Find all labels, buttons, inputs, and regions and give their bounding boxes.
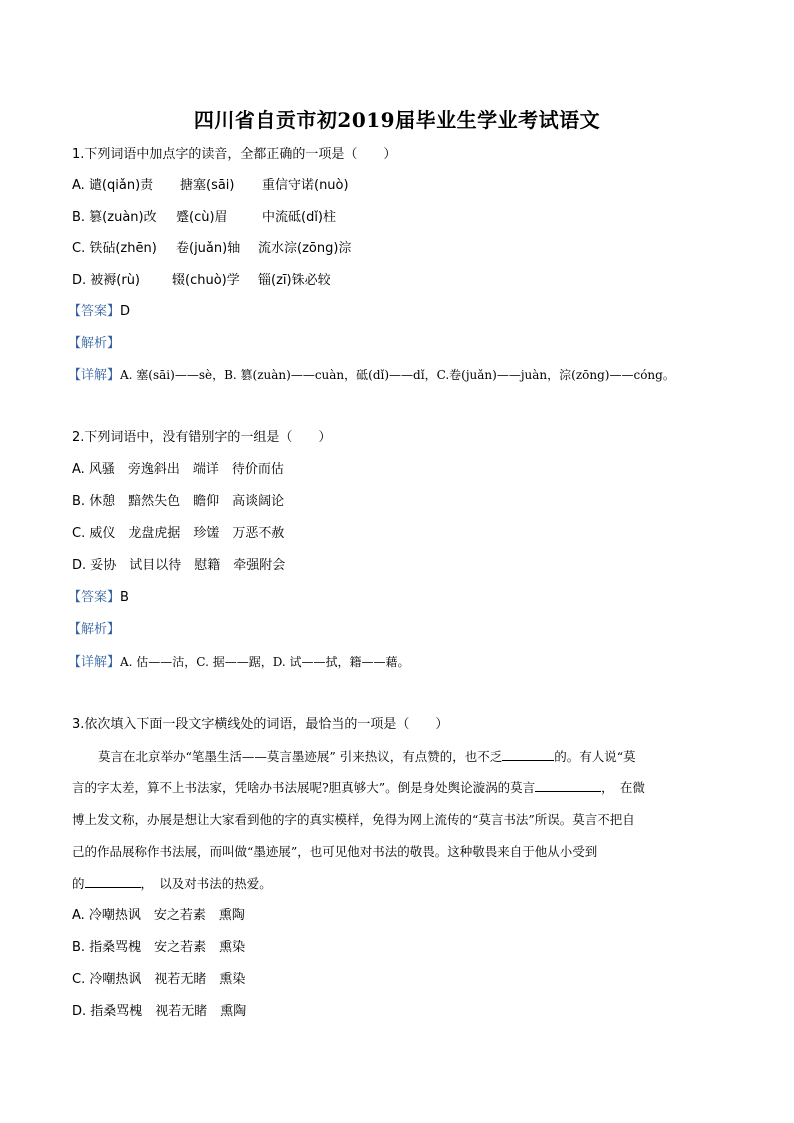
document-title: 四川省自贡市初2019届毕业生学业考试语文 xyxy=(193,108,601,132)
q1-option-d-word-1: D. 被褥(rù) xyxy=(72,273,141,288)
q1-option-c xyxy=(72,240,351,258)
q1-option-a-word-2: 搪塞(sāi) xyxy=(180,178,235,193)
q3-option-b: B. 指桑骂槐 安之若素 熏染 xyxy=(72,940,246,955)
q1-option-d xyxy=(72,272,331,290)
q1-analysis-tag: 【解析】 xyxy=(68,336,121,351)
q1-detail xyxy=(68,366,675,385)
q3-passage-text: 莫言在北京举办“笔墨生活——莫言墨迹展” 引来热议，有点赞的，也不乏 xyxy=(98,749,503,764)
q3-passage-line-2 xyxy=(72,779,722,797)
q1-answer-tag: 【答案】 xyxy=(68,304,121,319)
q2-analysis xyxy=(68,621,120,639)
q2-option-c: C. 威仪 龙盘虎据 珍馐 万恶不赦 xyxy=(72,526,285,541)
q1-option-a xyxy=(72,177,349,195)
q1-option-c-word-3: 流水淙(zōng)淙 xyxy=(258,241,352,256)
q3-passage-text: ， 在微 xyxy=(601,780,645,795)
q3-passage-line-1 xyxy=(98,748,748,766)
q2-analysis-tag: 【解析】 xyxy=(68,622,121,637)
q1-answer-value: D xyxy=(120,304,131,319)
q2-option-d: D. 妥协 试目以待 慰籍 牵强附会 xyxy=(72,558,286,573)
q3-blank-1 xyxy=(502,748,554,761)
q3-option-d: D. 指桑骂槐 视若无睹 熏陶 xyxy=(72,1004,247,1019)
q3-passage-line-3: 博上发文称，办展是想让大家看到他的字的真实模样，免得为网上流传的“莫言书法”所误。莫言不把自 xyxy=(72,812,635,827)
q3-passage-text: ， 以及对书法的热爱。 xyxy=(140,876,272,891)
q1-option-d-word-3: 锱(zī)铢必较 xyxy=(258,273,331,288)
q2-detail xyxy=(68,653,410,672)
q1-analysis xyxy=(68,335,120,353)
q2-answer xyxy=(68,589,129,607)
q3-stem: 3.依次填入下面一段文字横线处的词语，最恰当的一项是（ ） xyxy=(72,717,449,732)
q1-option-d-word-2: 辍(chuò)学 xyxy=(172,273,240,288)
q1-stem: 1.下列词语中加点字的读音，全都正确的一项是（ ） xyxy=(72,147,397,162)
q2-stem: 2.下列词语中，没有错别字的一组是（ ） xyxy=(72,430,332,445)
q3-passage-text: 的。有人说“莫 xyxy=(554,749,636,764)
q2-answer-tag: 【答案】 xyxy=(68,590,121,605)
q3-option-c: C. 冷嘲热讽 视若无睹 熏染 xyxy=(72,972,246,987)
q2-detail-text: A. 估——沽，C. 据——踞，D. 试——拭，籍——藉。 xyxy=(120,655,410,669)
q1-option-b-word-3: 中流砥(dǐ)柱 xyxy=(262,210,337,225)
q2-detail-tag: 【详解】 xyxy=(68,655,121,670)
q1-option-a-word-1: A. 谴(qiǎn)责 xyxy=(72,178,154,193)
q3-blank-2 xyxy=(535,779,601,792)
q3-passage-line-4: 己的作品展称作书法展，而叫做“墨迹展”，也可见他对书法的敬畏。这种敬畏来自于他从小受到 xyxy=(72,844,598,859)
q3-blank-3 xyxy=(85,875,141,888)
q1-option-a-word-3: 重信守诺(nuò) xyxy=(262,178,349,193)
q1-detail-text: A. 塞(sāi)——sè，B. 篡(zuàn)——cuàn，砥(dǐ)——dǐ，C.卷(juǎn)——juàn，淙(zōng)——cóng。 xyxy=(120,368,675,382)
q1-option-b xyxy=(72,209,336,227)
q2-option-b: B. 休憩 黯然失色 瞻仰 高谈阔论 xyxy=(72,494,285,509)
q1-detail-tag: 【详解】 xyxy=(68,368,121,383)
q3-passage-text: 的 xyxy=(72,876,85,891)
q2-option-a: A. 风骚 旁逸斜出 端详 待价而估 xyxy=(72,462,284,477)
q2-answer-value: B xyxy=(120,590,129,605)
q3-passage-text: 言的字太差，算不上书法家，凭啥办书法展呢?胆真够大”。倒是身处舆论漩涡的莫言 xyxy=(72,780,536,795)
q1-answer xyxy=(68,303,130,321)
q1-option-c-word-1: C. 铁砧(zhēn) xyxy=(72,241,157,256)
q3-option-a: A. 冷嘲热讽 安之若素 熏陶 xyxy=(72,908,245,923)
q1-option-b-word-1: B. 篡(zuàn)改 xyxy=(72,210,157,225)
q1-option-b-word-2: 蹙(cù)眉 xyxy=(176,210,228,225)
q1-option-c-word-2: 卷(juǎn)轴 xyxy=(176,241,241,256)
q3-passage-line-5 xyxy=(72,875,722,893)
